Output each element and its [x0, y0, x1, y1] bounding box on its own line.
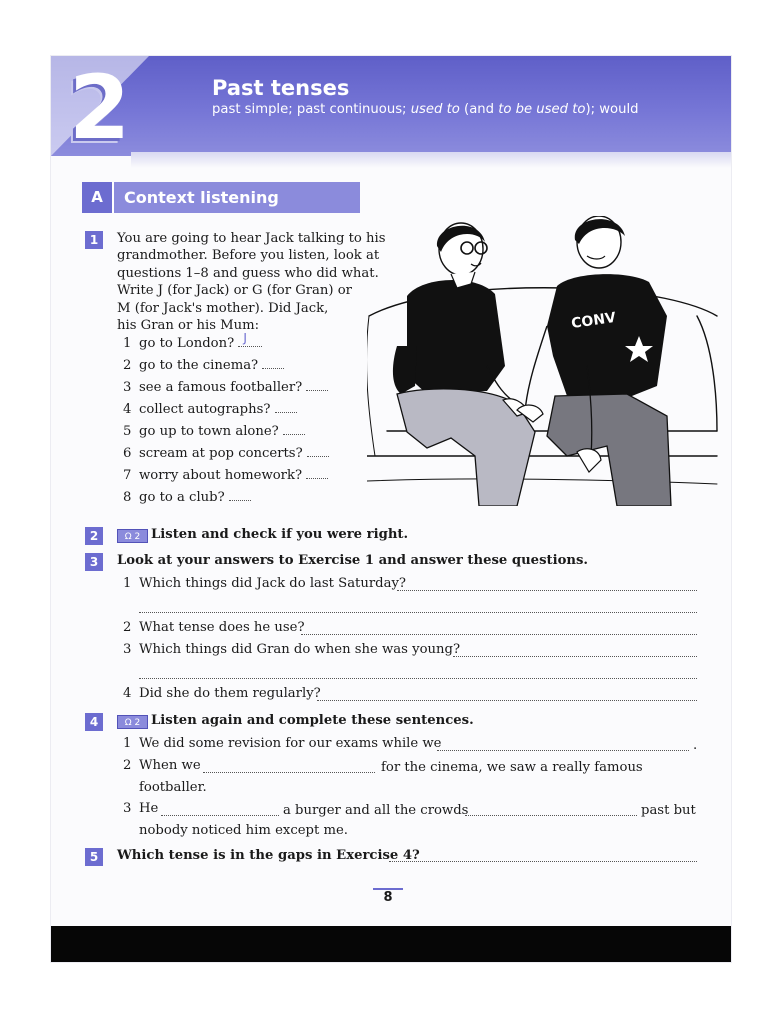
audio-track-number: 2	[134, 532, 141, 542]
section-heading	[82, 182, 360, 213]
subtitle-part: ); would	[585, 102, 639, 117]
ex1-item	[123, 490, 251, 505]
audio-track-2[interactable]	[117, 715, 148, 729]
item-number: 2	[123, 358, 132, 373]
page-footer-band	[51, 926, 731, 962]
handwritten-answer: J	[243, 331, 247, 345]
item-number: 2	[123, 620, 132, 635]
page-number: 8	[383, 890, 393, 905]
exercise-5-number: 5	[85, 848, 103, 866]
instruction-line: Write J (for Jack) or G (for Gran) or	[117, 283, 352, 299]
answer-line[interactable]	[397, 590, 697, 591]
headphones-icon: Ω	[124, 718, 132, 728]
ex3-item	[123, 620, 305, 635]
answer-line[interactable]	[139, 612, 697, 613]
item-number: 5	[123, 424, 132, 439]
answer-blank[interactable]	[307, 446, 329, 457]
answer-blank[interactable]	[283, 424, 305, 435]
ex4-sentence-3	[123, 801, 158, 816]
answer-line[interactable]	[437, 750, 689, 751]
exercise-2-number: 2	[85, 527, 103, 545]
sentence-text: a burger and all the crowds	[283, 803, 469, 818]
sentence-text: He	[139, 801, 159, 816]
answer-line[interactable]	[389, 861, 697, 862]
ex3-item	[123, 686, 321, 701]
answer-line[interactable]	[465, 815, 637, 816]
ex1-item	[123, 380, 328, 395]
unit-number: 2	[69, 56, 129, 159]
item-number: 1	[123, 336, 132, 351]
audio-track-number: 2	[134, 718, 141, 728]
item-number: 3	[123, 801, 132, 816]
item-text: What tense does he use?	[139, 620, 305, 635]
headphones-icon: Ω	[124, 532, 132, 542]
answer-blank[interactable]	[275, 402, 297, 413]
exercise-5-text: Which tense is in the gaps in Exercise 4?	[117, 848, 420, 863]
item-text: worry about homework?	[139, 468, 303, 483]
item-text: scream at pop concerts?	[139, 446, 303, 461]
answer-blank[interactable]	[262, 358, 284, 369]
exercise-4-number: 4	[85, 713, 103, 731]
item-number: 4	[123, 402, 132, 417]
exercise-3-number: 3	[85, 553, 103, 571]
exercise-3-text: Look at your answers to Exercise 1 and answer these questions.	[117, 553, 588, 568]
answer-blank[interactable]	[306, 380, 328, 391]
answer-line[interactable]	[317, 700, 697, 701]
instruction-line: You are going to hear Jack talking to his	[117, 231, 386, 246]
answer-line[interactable]	[453, 656, 697, 657]
item-text: see a famous footballer?	[139, 380, 303, 395]
item-text: Did she do them regularly?	[139, 686, 321, 701]
instruction-line: his Gran or his Mum:	[117, 318, 260, 334]
ex3-item	[123, 576, 406, 591]
sentence-text: When we	[139, 758, 201, 773]
item-number: 6	[123, 446, 132, 461]
item-number: 4	[123, 686, 132, 701]
instruction-line: grandmother. Before you listen, look at	[117, 248, 380, 264]
item-number: 8	[123, 490, 132, 505]
section-letter: A	[82, 182, 114, 213]
ex4-sentence-2	[123, 758, 201, 773]
answer-blank[interactable]	[238, 331, 262, 347]
shirt-text: CONV	[570, 309, 617, 332]
item-text: go to the cinema?	[139, 358, 259, 373]
instruction-line: M (for Jack's mother). Did Jack,	[117, 300, 329, 316]
item-number: 3	[123, 380, 132, 395]
item-text: go to London?	[139, 336, 235, 351]
ex1-item	[123, 446, 329, 461]
exercise-2-text: Listen and check if you were right.	[151, 527, 409, 542]
sentence-text: footballer.	[139, 780, 207, 795]
instruction-line: questions 1–8 and guess who did what.	[117, 265, 379, 281]
ex1-item	[123, 424, 305, 439]
subtitle-part: to be used to	[498, 102, 586, 117]
sentence-text: for the cinema, we saw a really famous	[381, 760, 643, 775]
ex4-sentence-1	[123, 736, 441, 751]
sentence-text: past but	[641, 803, 696, 818]
exercise-4-text: Listen again and complete these sentences.	[151, 713, 474, 728]
ex1-item	[123, 402, 297, 417]
answer-line[interactable]	[161, 815, 279, 816]
ex1-item	[123, 468, 328, 483]
unit-header	[51, 56, 731, 159]
answer-line[interactable]	[139, 678, 697, 679]
subtitle-part: past simple; past continuous;	[212, 102, 411, 117]
item-text: Which things did Gran do when she was young?	[139, 642, 461, 657]
section-title: Context listening	[114, 182, 360, 213]
subtitle-part: (and	[459, 102, 499, 117]
exercise-1-number: 1	[85, 231, 103, 249]
item-number: 7	[123, 468, 132, 483]
ex1-item	[123, 331, 262, 351]
item-number: 3	[123, 642, 132, 657]
workbook-page	[51, 56, 731, 962]
item-text: go to a club?	[139, 490, 225, 505]
sentence-text: nobody noticed him except me.	[139, 823, 348, 838]
exercise-1-instructions	[117, 230, 386, 334]
item-text: Which things did Jack do last Saturday?	[139, 576, 406, 591]
unit-subtitle	[212, 102, 639, 117]
item-number: 1	[123, 736, 132, 751]
audio-track-2[interactable]	[117, 529, 148, 543]
answer-blank[interactable]	[306, 468, 328, 479]
header-shadow	[131, 152, 731, 168]
item-text: go up to town alone?	[139, 424, 279, 439]
ex3-item	[123, 642, 460, 657]
sentence-end: .	[693, 738, 698, 753]
sentence-text: We did some revision for our exams while we	[139, 736, 442, 751]
unit-title: Past tenses	[212, 76, 350, 100]
item-number: 2	[123, 758, 132, 773]
answer-line[interactable]	[301, 634, 697, 635]
illustration-gran-and-jack	[367, 216, 719, 506]
item-text: collect autographs?	[139, 402, 271, 417]
ex1-item	[123, 358, 284, 373]
subtitle-part: used to	[410, 102, 460, 117]
answer-blank[interactable]	[229, 490, 251, 501]
answer-line[interactable]	[203, 772, 375, 773]
item-number: 1	[123, 576, 132, 591]
